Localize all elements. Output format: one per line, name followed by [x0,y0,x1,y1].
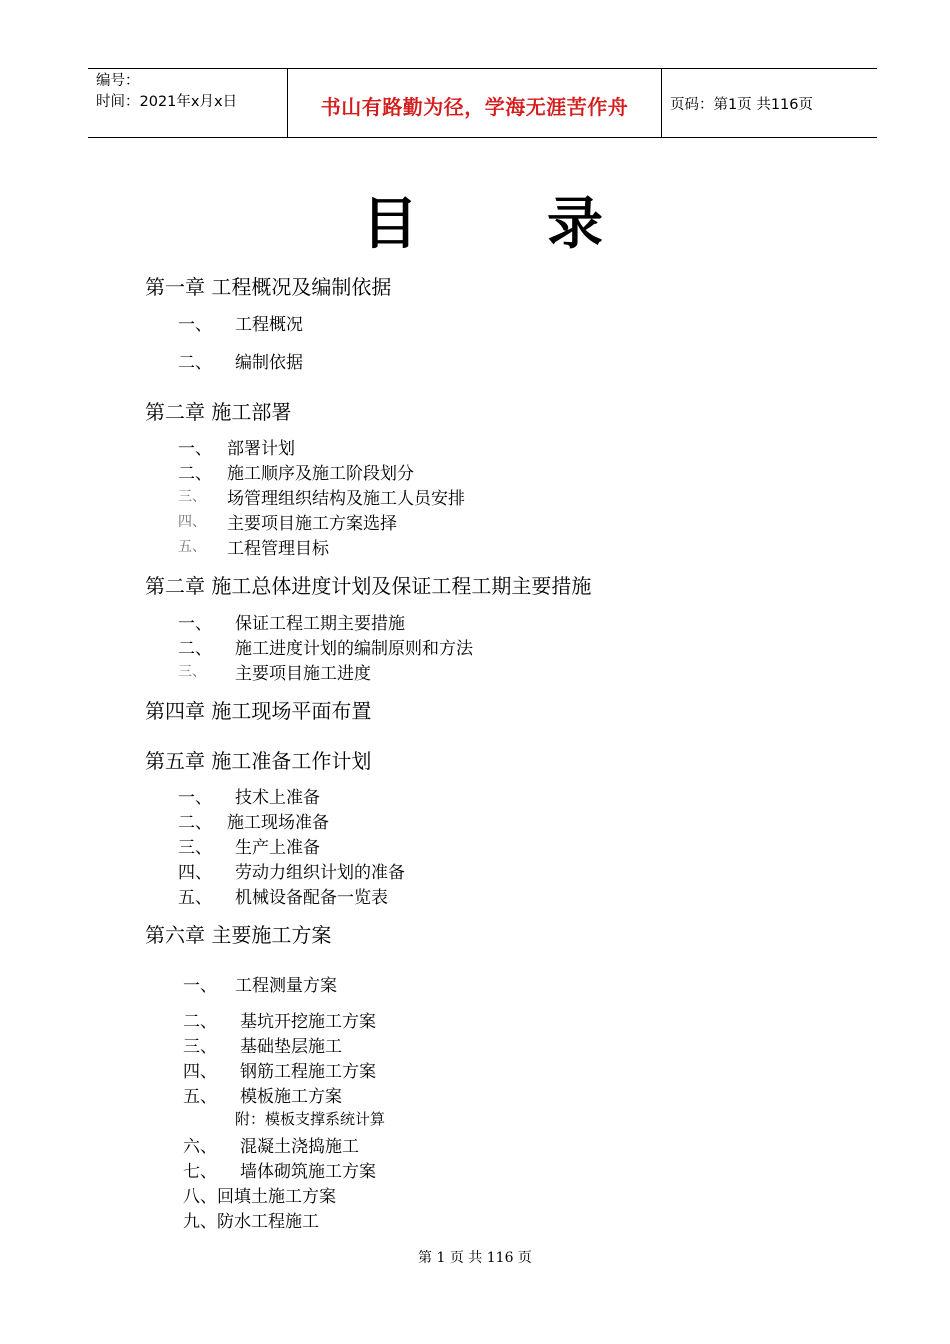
toc-item-text: 主要项目施工方案选择 [227,514,397,534]
toc-item-text: 施工进度计划的编制原则和方法 [235,639,473,659]
toc-item-number: 二、 [178,813,212,833]
toc-item-text: 基础垫层施工 [240,1037,342,1057]
toc-chapter-title: 第四章 施工现场平面布置 [145,699,372,723]
toc-item-number: 四、 [178,514,206,530]
toc-item-number: 四、 [183,1062,217,1082]
toc-item-text: 主要项目施工进度 [235,664,371,684]
toc-item-number: 二、 [178,464,212,484]
toc-item-text: 模板施工方案 [240,1087,342,1107]
toc-chapter-title: 第一章 工程概况及编制依据 [145,275,392,299]
toc-item-number: 三、 [178,838,212,858]
header-meta [96,71,237,113]
toc-item-number: 二、 [183,1012,217,1032]
title-char: 目 [362,191,418,257]
toc-item-number: 二、 [178,639,212,659]
date-label: 时间：2021年x月x日 [96,94,238,110]
title-char: 录 [547,191,603,257]
toc-item-text: 工程管理目标 [227,539,329,559]
toc-item-text: 混凝土浇捣施工 [240,1137,359,1157]
serial-label: 编号： [96,73,140,89]
toc-item: 九、防水工程施工 [183,1212,319,1232]
toc-chapter-title: 第二章 施工总体进度计划及保证工程工期主要措施 [145,574,592,598]
toc-item-text: 工程测量方案 [235,976,337,996]
toc-item-number: 一、 [183,976,217,996]
header-page-info: 页码：第1页 共116页 [670,97,814,113]
toc-item-number: 二、 [178,353,212,373]
toc-item-number: 三、 [183,1037,217,1057]
toc-item-text: 基坑开挖施工方案 [240,1012,376,1032]
toc-chapter-title: 第六章 主要施工方案 [145,923,332,947]
toc-item-number: 一、 [178,439,212,459]
toc-item-number: 三、 [178,489,206,505]
toc-item-number: 四、 [178,863,212,883]
toc-item: 八、回填土施工方案 [183,1187,336,1207]
toc-item-text: 保证工程工期主要措施 [235,614,405,634]
toc-item-text: 工程概况 [235,315,303,335]
toc-chapter-title: 第二章 施工部署 [145,400,292,424]
toc-item-number: 五、 [183,1087,217,1107]
toc-item-text: 编制依据 [235,353,303,373]
toc-item-number: 七、 [183,1162,217,1182]
toc-item-number: 一、 [178,788,212,808]
toc-item-number: 三、 [178,664,206,680]
toc-item-text: 机械设备配备一览表 [235,888,388,908]
toc-item-text: 施工顺序及施工阶段划分 [227,464,414,484]
header-motto: 书山有路勤为径，学海无涯苦作舟 [320,95,629,119]
toc-item-number: 一、 [178,614,212,634]
page-title [0,180,950,257]
toc-chapter-title: 第五章 施工准备工作计划 [145,749,372,773]
page-header [88,68,877,138]
toc-item-text: 部署计划 [227,439,295,459]
toc-item-text: 场管理组织结构及施工人员安排 [227,489,465,509]
toc-item-text: 施工现场准备 [227,813,329,833]
toc-item-text: 钢筋工程施工方案 [240,1062,376,1082]
toc-item-text: 技术上准备 [235,788,320,808]
toc-item-number: 一、 [178,315,212,335]
toc-item-number: 五、 [178,539,206,555]
page-footer: 第 1 页 共 116 页 [418,1250,532,1266]
toc-item-number: 六、 [183,1137,217,1157]
toc-item-text: 劳动力组织计划的准备 [235,863,405,883]
toc-item-number: 五、 [178,888,212,908]
toc-item-text: 生产上准备 [235,838,320,858]
header-divider [661,69,662,137]
toc-item-appendix: 附：模板支撑系统计算 [235,1110,386,1128]
toc-item-text: 墙体砌筑施工方案 [240,1162,376,1182]
